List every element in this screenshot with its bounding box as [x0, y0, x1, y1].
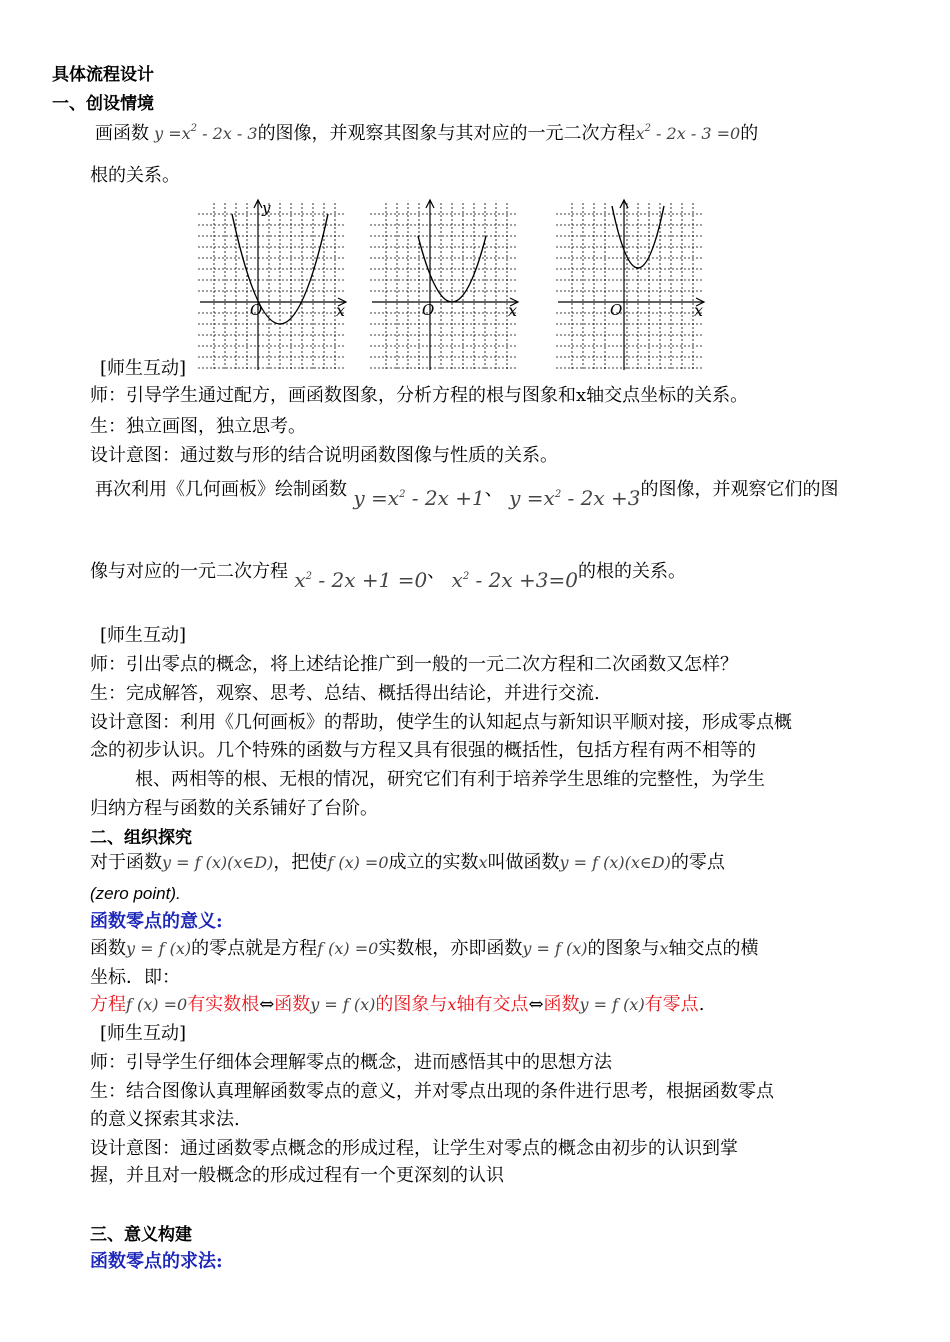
- text: 的图象与: [375, 994, 448, 1015]
- iff-symbol: ⇔: [528, 994, 544, 1015]
- y-axis-label: y: [262, 199, 271, 217]
- equation-function-domain: y = f (x)(x∈D): [162, 853, 274, 872]
- period: .: [698, 994, 705, 1015]
- grid: [556, 203, 704, 370]
- origin-label: O: [422, 301, 435, 319]
- iff-symbol: ⇔: [259, 994, 275, 1015]
- equation-function: $y =x^2 - 2x - 3$: [149, 123, 258, 143]
- text: 有实数根: [187, 994, 260, 1015]
- text: 实数根，亦即函数: [378, 938, 523, 959]
- teacher-line-2: 师：引出零点的概念，将上述结论推广到一般的一元二次方程和二次函数又怎样？: [90, 654, 738, 675]
- graph-one-root: [370, 198, 526, 376]
- equation-yfx: y = f (x): [310, 995, 376, 1014]
- equation-function-domain: y = f (x)(x∈D): [559, 853, 671, 872]
- equation-fx-zero: f (x) =0: [327, 853, 389, 872]
- student-line-3a: 生：结合图像认真理解函数零点的意义，并对零点出现的条件进行思考，根据函数零点: [90, 1081, 774, 1102]
- meaning-line-2: 坐标．即：: [90, 967, 180, 988]
- equivalence-statement: [90, 993, 704, 1017]
- section-3-heading: 三、意义构建: [90, 1225, 192, 1245]
- x-axis-label: x: [336, 301, 346, 320]
- interaction-label-3: [师生互动]: [100, 1023, 187, 1044]
- intent-line-2a: 设计意图：利用《几何画板》的帮助，使学生的认知起点与新知识平顺对接，形成零点概: [90, 712, 792, 733]
- zero-point-english: (zero point).: [90, 884, 181, 903]
- zero-point-definition: [90, 851, 725, 875]
- text: 的图像，并观察其图象与其对应的一元二次方程: [257, 123, 636, 144]
- interaction-label-2: [师生互动]: [100, 625, 187, 646]
- graph-no-root: [556, 198, 712, 376]
- text: 轴有交点: [456, 994, 529, 1015]
- intent-line-2b: 念的初步认识。几个特殊的函数与方程又具有很强的概括性，包括方程有两不相等的: [90, 740, 756, 761]
- intent-line-1: 设计意图：通过数与形的结合说明函数图像与性质的关系。: [90, 445, 558, 466]
- equation-yfx: y = f (x): [579, 995, 645, 1014]
- equation-yfx: y = f (x): [126, 939, 192, 958]
- text: 函数: [90, 938, 126, 959]
- text: 的零点: [670, 852, 725, 873]
- equation-fx-zero: f (x) =0: [317, 939, 379, 958]
- equation-quadratic: $x^2 - 2x - 3 =0$: [635, 123, 741, 143]
- text: 方程: [90, 994, 126, 1015]
- section-1-heading: 一、创设情境: [52, 94, 154, 114]
- equation-function-3: $y =x^2 - 2x +3$: [502, 486, 641, 510]
- x-axis-label: x: [508, 301, 518, 320]
- variable-x: x: [478, 853, 488, 872]
- text: 的图像，并观察它们的图: [640, 479, 839, 500]
- separator: 、: [484, 479, 503, 500]
- variable-x: x: [659, 939, 669, 958]
- x-axis-label: x: [694, 301, 704, 320]
- separator: 、: [427, 561, 446, 582]
- text: 叫做函数: [487, 852, 560, 873]
- student-line-3b: 的意义探索其求法.: [90, 1109, 240, 1130]
- equation-function-2: $y =x^2 - 2x +1$: [347, 486, 485, 510]
- intent-line-3a: 设计意图：通过函数零点概念的形成过程，让学生对零点的概念由初步的认识到掌: [90, 1138, 738, 1159]
- equation-fx-zero: f (x) =0: [126, 995, 188, 1014]
- paragraph-redraw: [95, 476, 839, 510]
- student-line-1: 生：独立画图，独立思考。: [90, 416, 306, 437]
- page-title: 具体流程设计: [52, 65, 154, 85]
- text: 函数: [274, 994, 311, 1015]
- graph-two-roots: [198, 198, 354, 376]
- intent-line-2c: 根、两相等的根、无根的情况，研究它们有利于培养学生思维的完整性，为学生: [135, 769, 765, 790]
- text: 的根的关系。: [578, 561, 686, 582]
- text: 对于函数: [90, 852, 162, 873]
- text: 画函数: [95, 123, 149, 144]
- interaction-label-1: [师生互动]: [100, 358, 187, 379]
- method-title: 函数零点的求法:: [90, 1251, 223, 1272]
- text: 像与对应的一元二次方程: [90, 561, 288, 582]
- equation-yfx: y = f (x): [522, 939, 588, 958]
- text: 的零点就是方程: [191, 938, 318, 959]
- paragraph-intro-cont: 根的关系。: [90, 165, 180, 186]
- origin-label: O: [610, 301, 623, 319]
- intent-line-3b: 握，并且对一般概念的形成过程有一个更深刻的认识: [90, 1165, 504, 1186]
- paragraph-redraw-cont: [90, 558, 686, 592]
- intent-line-2d: 归纳方程与函数的关系铺好了台阶。: [90, 798, 378, 819]
- text: 成立的实数: [388, 852, 479, 873]
- text: 再次利用《几何画板》绘制函数: [95, 479, 347, 500]
- text: 函数: [543, 994, 580, 1015]
- text: 的: [740, 123, 759, 144]
- grid: [370, 203, 518, 370]
- paragraph-intro: [95, 122, 758, 146]
- text: 有零点: [644, 994, 699, 1015]
- equation-quadratic-3: $x^2 - 2x +3=0$: [445, 568, 578, 592]
- equation-quadratic-2: $x^2 - 2x +1 =0$: [288, 568, 428, 592]
- meaning-title: 函数零点的意义:: [90, 911, 223, 932]
- variable-x: x: [447, 995, 457, 1014]
- student-line-2: 生：完成解答，观察、思考、总结、概括得出结论，并进行交流.: [90, 683, 600, 704]
- section-2-heading: 二、组织探究: [90, 828, 192, 848]
- teacher-line-1: 师：引导学生通过配方，画函数图象，分析方程的根与图象和x轴交点坐标的关系。: [90, 385, 749, 406]
- text: 轴交点的横: [668, 938, 759, 959]
- meaning-line-1: [90, 937, 759, 961]
- teacher-line-3: 师：引导学生仔细体会理解零点的概念，进而感悟其中的思想方法: [90, 1052, 612, 1073]
- text: ，把使: [273, 852, 328, 873]
- origin-label: O: [250, 301, 263, 319]
- text: 的图象与: [587, 938, 660, 959]
- grid: [198, 203, 346, 370]
